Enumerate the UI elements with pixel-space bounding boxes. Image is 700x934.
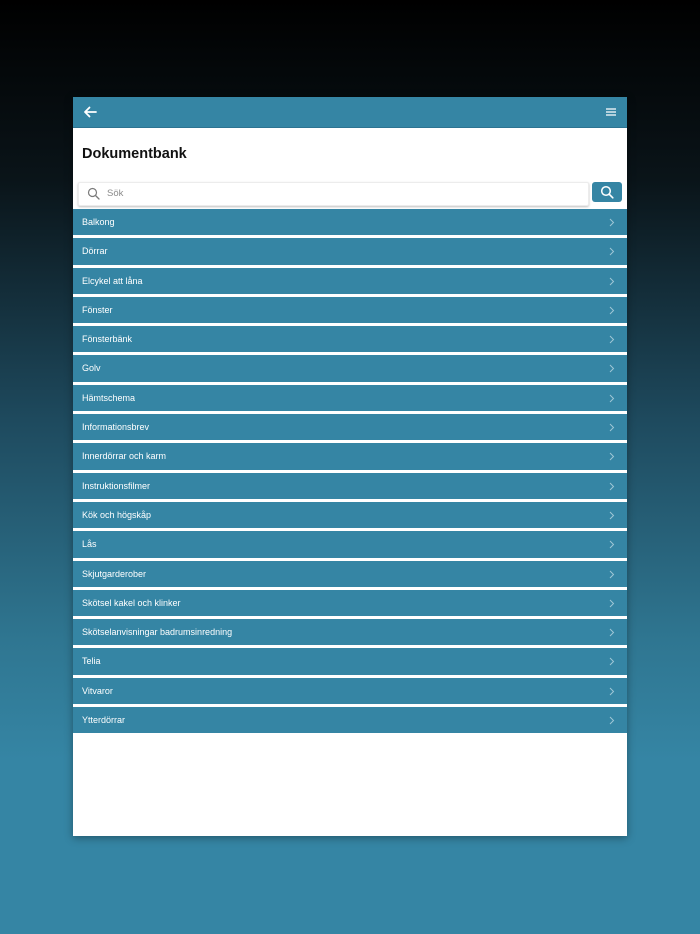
chevron-right-icon xyxy=(609,247,615,256)
list-item-label: Skötsel kakel och klinker xyxy=(82,597,181,608)
chevron-right-icon xyxy=(609,452,615,461)
list-item[interactable] xyxy=(73,209,627,235)
page-title: Dokumentbank xyxy=(82,146,187,162)
app-window xyxy=(73,97,627,836)
list-item[interactable] xyxy=(73,268,627,294)
list-item-label: Hämtschema xyxy=(82,392,136,403)
list-item-label: Ytterdörrar xyxy=(82,715,126,726)
list-item-label: Golv xyxy=(82,363,101,374)
list-item[interactable] xyxy=(73,414,627,440)
chevron-right-icon xyxy=(609,599,615,608)
chevron-right-icon xyxy=(609,335,615,344)
list-item-label: Fönsterbänk xyxy=(82,334,133,345)
list-item[interactable] xyxy=(73,238,627,264)
chevron-right-icon xyxy=(609,482,615,491)
chevron-right-icon xyxy=(609,306,615,315)
list-item[interactable] xyxy=(73,561,627,587)
list-item[interactable] xyxy=(73,678,627,704)
list-item-label: Informationsbrev xyxy=(82,422,150,433)
list-item-label: Dörrar xyxy=(82,246,108,257)
search-icon xyxy=(87,187,100,200)
list-item[interactable] xyxy=(73,707,627,733)
top-app-bar xyxy=(73,97,627,128)
search-box xyxy=(78,182,589,206)
list-item[interactable] xyxy=(73,326,627,352)
chevron-right-icon xyxy=(609,716,615,725)
chevron-right-icon xyxy=(609,277,615,286)
chevron-right-icon xyxy=(609,423,615,432)
list-item[interactable] xyxy=(73,443,627,469)
hamburger-menu-icon[interactable] xyxy=(604,105,618,119)
chevron-right-icon xyxy=(609,628,615,637)
chevron-right-icon xyxy=(609,570,615,579)
list-item[interactable] xyxy=(73,648,627,674)
arrow-left-icon[interactable] xyxy=(82,104,98,120)
list-item[interactable] xyxy=(73,385,627,411)
list-item[interactable] xyxy=(73,473,627,499)
list-item-label: Skötselanvisningar badrumsinredning xyxy=(82,627,233,638)
list-item[interactable] xyxy=(73,590,627,616)
search-icon xyxy=(600,185,614,199)
list-item[interactable] xyxy=(73,297,627,323)
list-item[interactable] xyxy=(73,502,627,528)
chevron-right-icon xyxy=(609,687,615,696)
chevron-right-icon xyxy=(609,364,615,373)
list-item-label: Fönster xyxy=(82,304,113,315)
document-category-list xyxy=(73,209,627,736)
search-input[interactable] xyxy=(107,185,577,202)
list-item-label: Vitvaror xyxy=(82,685,113,696)
list-item-label: Telia xyxy=(82,656,101,667)
list-item-label: Elcykel att låna xyxy=(82,275,143,286)
chevron-right-icon xyxy=(609,540,615,549)
list-item[interactable] xyxy=(73,355,627,381)
chevron-right-icon xyxy=(609,218,615,227)
list-item-label: Lås xyxy=(82,539,97,550)
list-item[interactable] xyxy=(73,531,627,557)
search-row xyxy=(78,182,622,206)
search-button[interactable] xyxy=(592,182,622,202)
list-item[interactable] xyxy=(73,619,627,645)
chevron-right-icon xyxy=(609,657,615,666)
list-item-label: Balkong xyxy=(82,217,115,227)
list-item-label: Instruktionsfilmer xyxy=(82,480,151,491)
list-item-label: Kök och högskåp xyxy=(82,509,152,520)
chevron-right-icon xyxy=(609,394,615,403)
list-item-label: Innerdörrar och karm xyxy=(82,451,167,462)
chevron-right-icon xyxy=(609,511,615,520)
list-item-label: Skjutgarderober xyxy=(82,568,147,579)
